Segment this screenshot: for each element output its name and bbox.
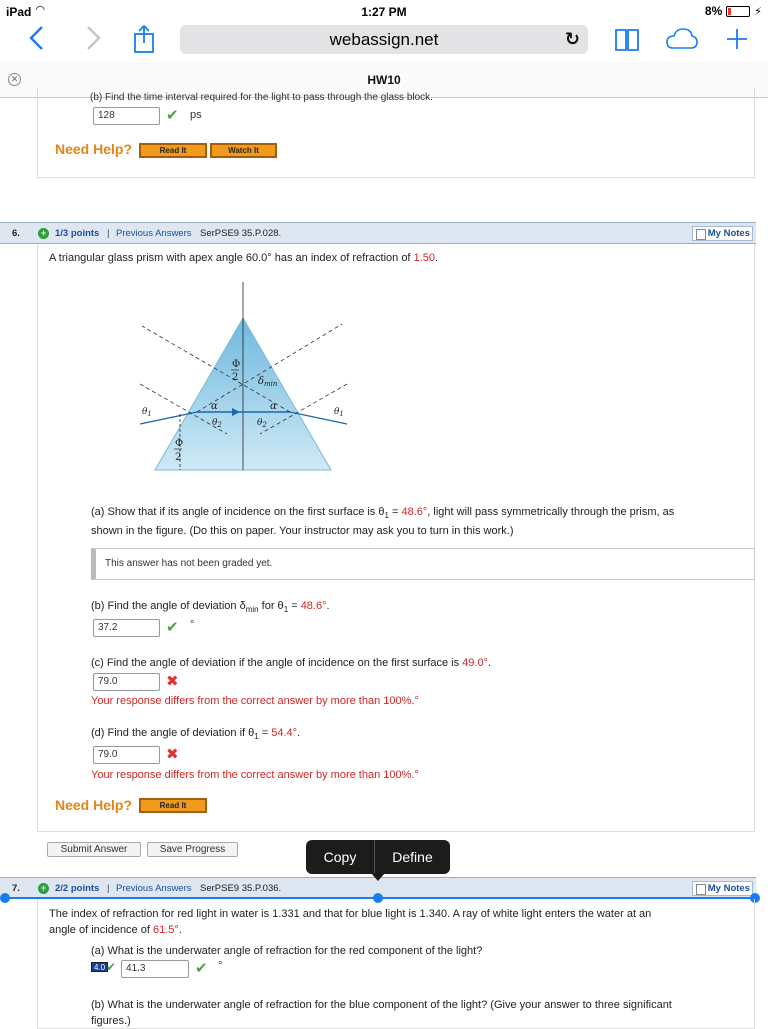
prev-answer-unit: ps (190, 109, 202, 121)
question-source: SerPSE9 35.P.036. (200, 883, 282, 894)
status-time: 1:27 PM (361, 5, 407, 19)
share-icon[interactable] (130, 24, 158, 60)
part-b-text: (b) Find the angle of deviation $\delta_{min}$ for $\theta_1 = 48.6^\circ$. (91, 600, 330, 615)
back-icon[interactable] (24, 24, 50, 58)
question-6-intro: A triangular glass prism with apex angle 60.0° has an index of refraction of 1.50. (49, 252, 439, 264)
label-theta2-left: $\theta_2$ (212, 418, 222, 429)
not-graded-notice: This answer has not been graded yet. (91, 548, 755, 580)
carrier-label: iPad (6, 5, 32, 19)
prism-figure (132, 274, 358, 476)
question-7-intro-2: angle of incidence of 61.5°. (49, 924, 182, 936)
question-number: 7. (12, 883, 20, 894)
q7-part-b-text-2: figures.) (91, 1015, 131, 1027)
expand-icon[interactable]: + (38, 228, 49, 239)
my-notes-button[interactable]: My Notes (692, 881, 753, 896)
save-progress-button[interactable]: Save Progress (147, 842, 238, 857)
new-tab-icon[interactable] (722, 24, 752, 60)
expand-icon[interactable]: + (38, 883, 49, 894)
q7-part-b-text-1: (b) What is the underwater angle of refraction for the blue component of the light? (Give your answer to three significant (91, 999, 672, 1011)
need-help-label: Need Help? (55, 141, 133, 157)
submit-answer-button[interactable]: Submit Answer (47, 842, 141, 857)
edit-check-icon: ✔ (106, 960, 117, 974)
part-d-text: (d) Find the angle of deviation if $\theta_1 = 54.4^\circ$. (91, 727, 301, 742)
selection-handle-left[interactable] (0, 893, 10, 903)
copy-button[interactable]: Copy (323, 849, 357, 865)
correct-check-icon: ✔ (195, 960, 208, 977)
label-alpha-left: α (211, 401, 218, 412)
label-two-bottom: 2 (175, 452, 182, 463)
status-bar (0, 0, 768, 22)
define-button[interactable]: Define (392, 849, 433, 865)
need-help-label: Need Help? (55, 797, 133, 813)
icloud-tabs-icon[interactable] (664, 24, 700, 60)
close-tab-icon[interactable]: ✕ (8, 73, 21, 86)
q7-answer-a-unit: ° (218, 960, 223, 972)
q7-answer-a-input[interactable]: 41.3 (121, 960, 189, 978)
label-theta2-right: $\theta_2$ (257, 418, 267, 429)
question-source: SerPSE9 35.P.028. (200, 228, 282, 239)
battery-icon (726, 6, 750, 17)
part-d-error: Your response differs from the correct answer by more than 100%.° (91, 769, 419, 781)
part-c-error: Your response differs from the correct answer by more than 100%.° (91, 695, 419, 707)
answer-b-input[interactable]: 37.2 (93, 619, 160, 637)
watch-it-button[interactable]: Watch It (210, 143, 277, 158)
part-c-text: (c) Find the angle of deviation if the angle of incidence on the first surface is 49.0°. (91, 657, 492, 669)
question-points: 1/3 points (55, 228, 100, 239)
correct-check-icon: ✔ (166, 107, 179, 124)
reload-icon[interactable]: ↻ (564, 29, 580, 49)
label-theta1-right: $\theta_1$ (334, 407, 344, 418)
label-phi-bottom: Φ (175, 438, 184, 449)
label-alpha-right: α (270, 401, 277, 412)
question-points: 2/2 points (55, 883, 100, 894)
incorrect-x-icon: ✖ (166, 746, 179, 763)
bookmarks-icon[interactable] (612, 24, 642, 60)
text-selection-menu (306, 840, 450, 874)
prev-question-cut-text: (b) Find the time interval required for the light to pass through the glass block. (90, 92, 433, 103)
label-two-top: 2 (232, 372, 239, 383)
previous-answers-link[interactable]: Previous Answers (116, 228, 192, 239)
part-a-text: (a) Show that if its angle of incidence on the first surface is $\theta_1 = 48.6^\circ$, light will pass symmetrically through the prism, as (91, 506, 675, 521)
prev-answer-input[interactable]: 128 (93, 107, 160, 125)
q7-part-a-text: (a) What is the underwater angle of refraction for the red component of the light? (91, 945, 483, 957)
correct-check-icon: ✔ (166, 619, 179, 636)
label-theta1-left: $\theta_1$ (142, 407, 152, 418)
question-7-intro-1: The index of refraction for red light in water is 1.331 and that for blue light is 1.340. A ray of white light enters the water at an (49, 908, 652, 920)
url-text: webassign.net (329, 30, 439, 49)
label-phi-top: Φ (232, 359, 241, 370)
address-bar[interactable] (180, 25, 588, 54)
question-6-header (0, 222, 756, 244)
tab-title[interactable]: HW10 (367, 73, 401, 87)
previous-answers-link[interactable]: Previous Answers (116, 883, 192, 894)
read-it-button[interactable]: Read It (139, 798, 207, 813)
read-it-button[interactable]: Read It (139, 143, 207, 158)
battery-indicator (705, 4, 762, 18)
answer-c-input[interactable]: 79.0 (93, 673, 160, 691)
separator: | (107, 883, 110, 894)
forward-icon[interactable] (80, 24, 106, 58)
my-notes-button[interactable]: My Notes (692, 226, 753, 241)
charging-icon: ⚡ (754, 5, 762, 18)
answer-b-unit: ° (190, 619, 195, 631)
page-content (0, 92, 768, 1027)
wifi-icon: ◠ (36, 4, 45, 16)
part-a-text-2: shown in the figure. (Do this on paper. Your instructor may ask you to turn in this work.) (91, 525, 514, 537)
separator: | (107, 228, 110, 239)
answer-d-input[interactable]: 79.0 (93, 746, 160, 764)
label-delta: $\delta_{min}$ (258, 376, 278, 388)
incorrect-x-icon: ✖ (166, 673, 179, 690)
score-badge: 4.0 (91, 962, 108, 972)
battery-percent: 8% (704, 4, 723, 18)
browser-toolbar (0, 22, 768, 60)
question-number: 6. (12, 228, 20, 239)
menu-arrow (371, 873, 385, 881)
